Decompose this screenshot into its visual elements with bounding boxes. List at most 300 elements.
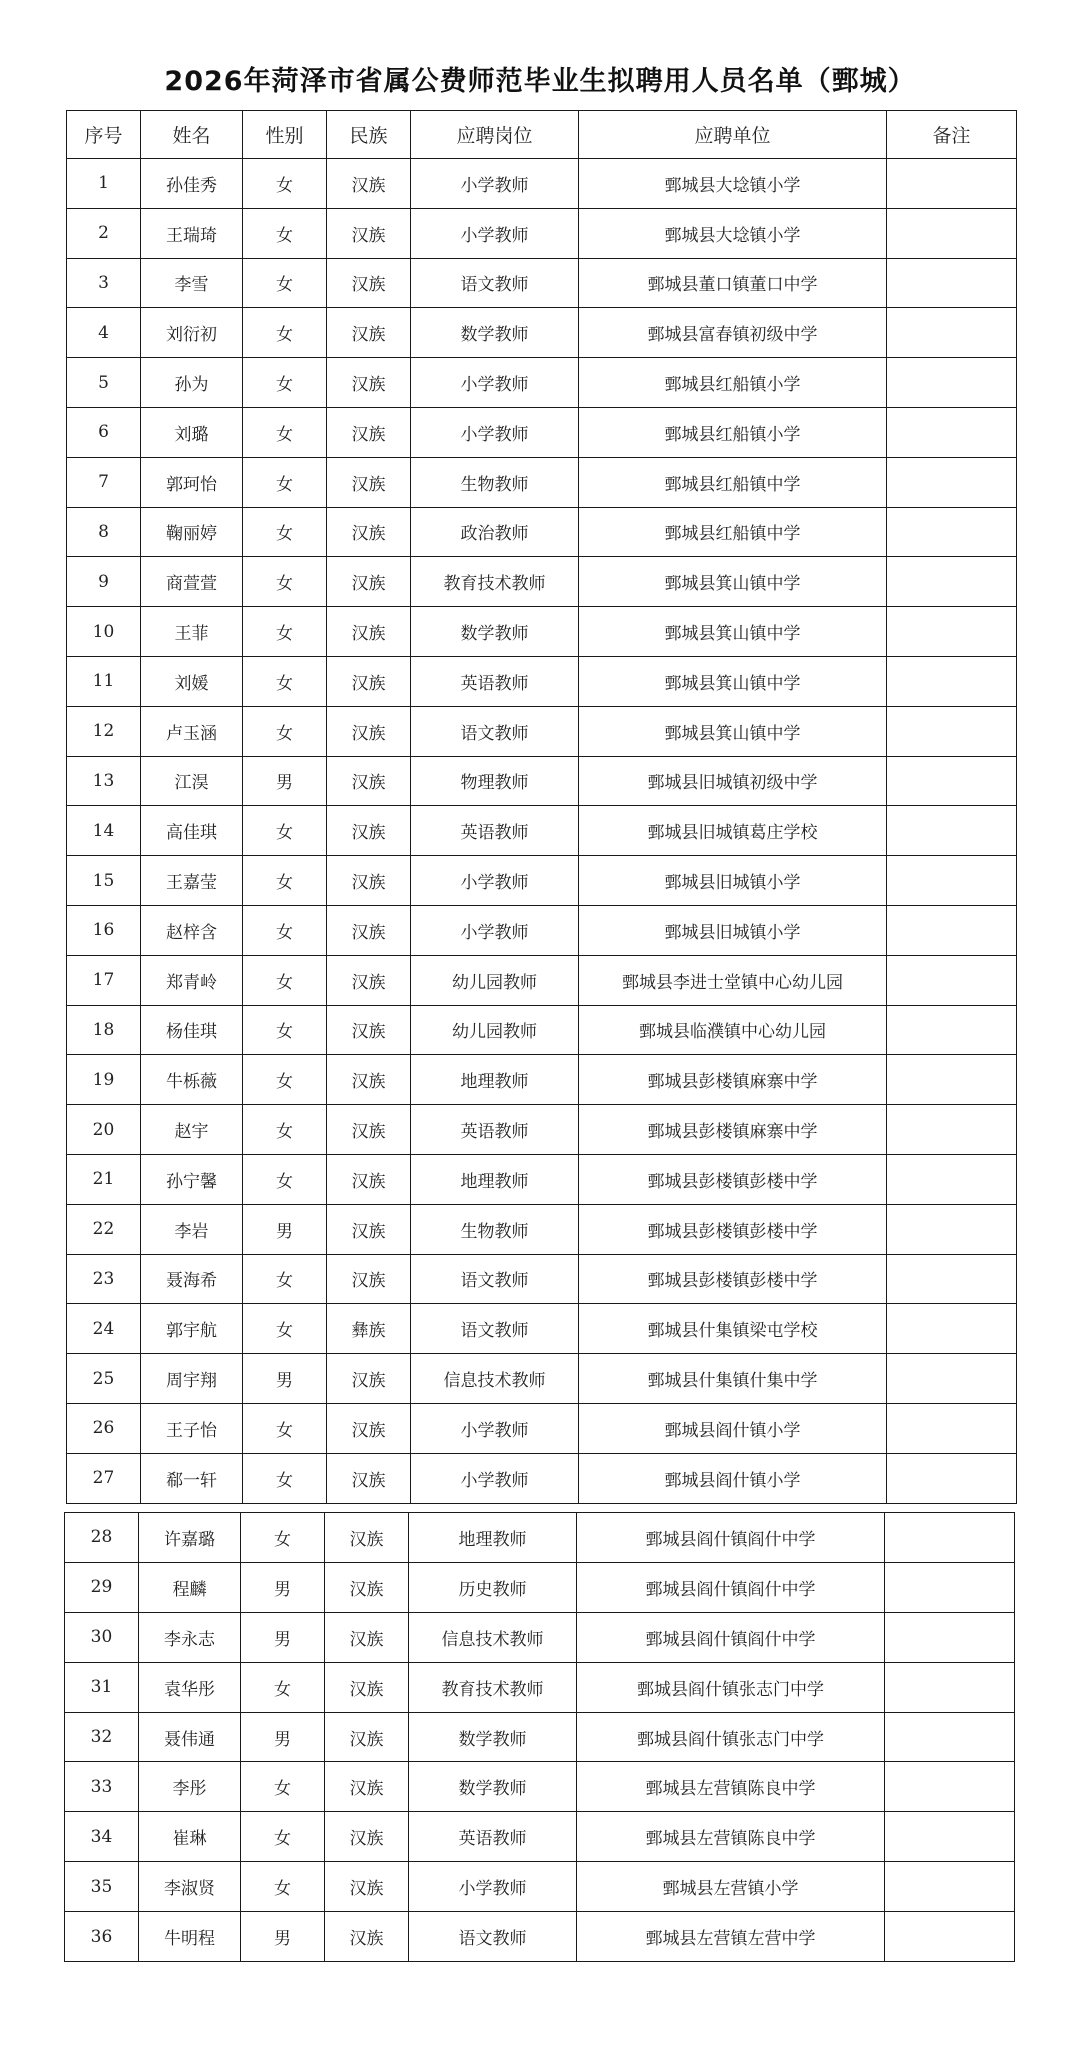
cell-remarks xyxy=(887,159,1017,209)
cell-seq: 23 xyxy=(67,1254,141,1304)
cell-ethnicity: 汉族 xyxy=(327,607,411,657)
cell-gender: 女 xyxy=(243,159,327,209)
cell-seq: 27 xyxy=(67,1453,141,1503)
cell-name: 李彤 xyxy=(139,1762,241,1812)
cell-ethnicity: 汉族 xyxy=(325,1912,409,1962)
table-row xyxy=(67,258,1017,308)
table-row xyxy=(67,1005,1017,1055)
cell-remarks xyxy=(887,1403,1017,1453)
cell-position: 小学教师 xyxy=(411,856,579,906)
cell-position: 小学教师 xyxy=(409,1862,577,1912)
header-seq: 序号 xyxy=(67,111,141,159)
cell-remarks xyxy=(887,258,1017,308)
cell-ethnicity: 汉族 xyxy=(325,1612,409,1662)
cell-name: 赵梓含 xyxy=(141,905,243,955)
table-row xyxy=(65,1862,1015,1912)
cell-seq: 1 xyxy=(67,159,141,209)
cell-gender: 男 xyxy=(243,1204,327,1254)
cell-ethnicity: 汉族 xyxy=(325,1812,409,1862)
cell-unit: 鄄城县红船镇中学 xyxy=(579,507,887,557)
cell-name: 周宇翔 xyxy=(141,1354,243,1404)
cell-name: 刘媛 xyxy=(141,656,243,706)
table-row xyxy=(67,1354,1017,1404)
cell-seq: 8 xyxy=(67,507,141,557)
cell-unit: 鄄城县彭楼镇麻寨中学 xyxy=(579,1105,887,1155)
cell-name: 李永志 xyxy=(139,1612,241,1662)
cell-unit: 鄄城县左营镇陈良中学 xyxy=(577,1812,885,1862)
cell-gender: 女 xyxy=(243,557,327,607)
cell-ethnicity: 汉族 xyxy=(327,955,411,1005)
cell-seq: 17 xyxy=(67,955,141,1005)
cell-unit: 鄄城县箕山镇中学 xyxy=(579,706,887,756)
cell-name: 鞠丽婷 xyxy=(141,507,243,557)
table-row xyxy=(67,656,1017,706)
cell-position: 地理教师 xyxy=(411,1154,579,1204)
cell-name: 王嘉莹 xyxy=(141,856,243,906)
cell-position: 小学教师 xyxy=(411,1403,579,1453)
cell-position: 英语教师 xyxy=(411,1105,579,1155)
cell-name: 王瑞琦 xyxy=(141,208,243,258)
cell-position: 幼儿园教师 xyxy=(411,955,579,1005)
table-row xyxy=(67,905,1017,955)
cell-ethnicity: 汉族 xyxy=(327,1154,411,1204)
cell-name: 郭珂怡 xyxy=(141,457,243,507)
cell-gender: 女 xyxy=(241,1662,325,1712)
cell-seq: 18 xyxy=(67,1005,141,1055)
cell-ethnicity: 汉族 xyxy=(327,856,411,906)
cell-name: 郑青岭 xyxy=(141,955,243,1005)
cell-unit: 鄄城县阎什镇小学 xyxy=(579,1403,887,1453)
cell-remarks xyxy=(887,706,1017,756)
cell-remarks xyxy=(887,457,1017,507)
cell-ethnicity: 汉族 xyxy=(327,905,411,955)
cell-position: 语文教师 xyxy=(411,1254,579,1304)
cell-gender: 女 xyxy=(243,507,327,557)
cell-seq: 31 xyxy=(65,1662,139,1712)
header-ethnicity: 民族 xyxy=(327,111,411,159)
cell-name: 崔琳 xyxy=(139,1812,241,1862)
cell-unit: 鄄城县箕山镇中学 xyxy=(579,607,887,657)
cell-unit: 鄄城县彭楼镇麻寨中学 xyxy=(579,1055,887,1105)
personnel-table-continued xyxy=(64,1512,1015,1962)
cell-unit: 鄄城县左营镇陈良中学 xyxy=(577,1762,885,1812)
cell-gender: 女 xyxy=(243,955,327,1005)
cell-gender: 男 xyxy=(243,756,327,806)
cell-remarks xyxy=(887,856,1017,906)
cell-name: 牛明程 xyxy=(139,1912,241,1962)
cell-unit: 鄄城县红船镇中学 xyxy=(579,457,887,507)
cell-seq: 35 xyxy=(65,1862,139,1912)
cell-seq: 21 xyxy=(67,1154,141,1204)
cell-ethnicity: 汉族 xyxy=(327,208,411,258)
cell-name: 商萱萱 xyxy=(141,557,243,607)
cell-position: 信息技术教师 xyxy=(409,1612,577,1662)
table-row xyxy=(65,1562,1015,1612)
cell-gender: 男 xyxy=(243,1354,327,1404)
table-row xyxy=(67,1055,1017,1105)
cell-unit: 鄄城县临濮镇中心幼儿园 xyxy=(579,1005,887,1055)
cell-ethnicity: 汉族 xyxy=(327,756,411,806)
table-row xyxy=(65,1812,1015,1862)
cell-gender: 女 xyxy=(243,1453,327,1503)
cell-remarks xyxy=(887,1055,1017,1105)
cell-remarks xyxy=(887,756,1017,806)
cell-name: 杨佳琪 xyxy=(141,1005,243,1055)
cell-remarks xyxy=(885,1662,1015,1712)
cell-name: 程麟 xyxy=(139,1562,241,1612)
cell-name: 江淏 xyxy=(141,756,243,806)
cell-gender: 女 xyxy=(241,1812,325,1862)
cell-position: 数学教师 xyxy=(409,1712,577,1762)
cell-ethnicity: 汉族 xyxy=(327,1055,411,1105)
cell-gender: 男 xyxy=(241,1912,325,1962)
table-row xyxy=(67,1403,1017,1453)
cell-seq: 33 xyxy=(65,1762,139,1812)
cell-gender: 女 xyxy=(243,656,327,706)
cell-seq: 29 xyxy=(65,1562,139,1612)
table-row xyxy=(65,1712,1015,1762)
cell-remarks xyxy=(887,1354,1017,1404)
cell-gender: 女 xyxy=(241,1513,325,1563)
cell-seq: 30 xyxy=(65,1612,139,1662)
cell-position: 小学教师 xyxy=(411,358,579,408)
cell-ethnicity: 汉族 xyxy=(327,1354,411,1404)
cell-position: 数学教师 xyxy=(411,308,579,358)
cell-position: 英语教师 xyxy=(411,656,579,706)
cell-gender: 女 xyxy=(243,1254,327,1304)
cell-seq: 20 xyxy=(67,1105,141,1155)
cell-unit: 鄄城县什集镇什集中学 xyxy=(579,1354,887,1404)
cell-unit: 鄄城县彭楼镇彭楼中学 xyxy=(579,1154,887,1204)
cell-remarks xyxy=(885,1562,1015,1612)
cell-name: 牛栎薇 xyxy=(141,1055,243,1105)
cell-position: 幼儿园教师 xyxy=(411,1005,579,1055)
header-remarks: 备注 xyxy=(887,111,1017,159)
cell-gender: 女 xyxy=(241,1762,325,1812)
cell-seq: 2 xyxy=(67,208,141,258)
cell-seq: 6 xyxy=(67,407,141,457)
header-gender: 性别 xyxy=(243,111,327,159)
cell-name: 郭宇航 xyxy=(141,1304,243,1354)
table-row xyxy=(65,1612,1015,1662)
table-row xyxy=(67,457,1017,507)
cell-unit: 鄄城县旧城镇初级中学 xyxy=(579,756,887,806)
page-title: 2026年菏泽市省属公费师范毕业生拟聘用人员名单（鄄城） xyxy=(164,66,916,97)
cell-remarks xyxy=(885,1812,1015,1862)
cell-remarks xyxy=(887,557,1017,607)
table-row xyxy=(67,308,1017,358)
cell-ethnicity: 汉族 xyxy=(327,557,411,607)
cell-seq: 24 xyxy=(67,1304,141,1354)
cell-ethnicity: 汉族 xyxy=(327,1105,411,1155)
cell-position: 英语教师 xyxy=(411,806,579,856)
table-row xyxy=(67,706,1017,756)
cell-unit: 鄄城县富春镇初级中学 xyxy=(579,308,887,358)
table-row xyxy=(67,208,1017,258)
cell-unit: 鄄城县阎什镇阎什中学 xyxy=(577,1562,885,1612)
cell-ethnicity: 汉族 xyxy=(325,1562,409,1612)
cell-name: 孙宁馨 xyxy=(141,1154,243,1204)
cell-remarks xyxy=(887,1304,1017,1354)
cell-seq: 34 xyxy=(65,1812,139,1862)
cell-gender: 女 xyxy=(243,1055,327,1105)
cell-position: 政治教师 xyxy=(411,507,579,557)
cell-gender: 女 xyxy=(243,258,327,308)
cell-ethnicity: 汉族 xyxy=(327,407,411,457)
cell-unit: 鄄城县箕山镇中学 xyxy=(579,557,887,607)
cell-position: 物理教师 xyxy=(411,756,579,806)
cell-remarks xyxy=(885,1912,1015,1962)
cell-ethnicity: 汉族 xyxy=(325,1862,409,1912)
cell-unit: 鄄城县箕山镇中学 xyxy=(579,656,887,706)
cell-remarks xyxy=(887,1204,1017,1254)
table-body-top xyxy=(67,159,1017,1504)
cell-position: 数学教师 xyxy=(411,607,579,657)
cell-position: 教育技术教师 xyxy=(409,1662,577,1712)
cell-seq: 11 xyxy=(67,656,141,706)
cell-unit: 鄄城县大埝镇小学 xyxy=(579,159,887,209)
cell-gender: 女 xyxy=(243,358,327,408)
cell-unit: 鄄城县旧城镇葛庄学校 xyxy=(579,806,887,856)
table-row xyxy=(67,407,1017,457)
cell-ethnicity: 汉族 xyxy=(327,1204,411,1254)
table-header-row xyxy=(67,111,1017,159)
cell-unit: 鄄城县旧城镇小学 xyxy=(579,856,887,906)
cell-gender: 男 xyxy=(241,1712,325,1762)
cell-unit: 鄄城县左营镇小学 xyxy=(577,1862,885,1912)
cell-remarks xyxy=(885,1712,1015,1762)
cell-ethnicity: 汉族 xyxy=(327,1254,411,1304)
cell-position: 教育技术教师 xyxy=(411,557,579,607)
cell-gender: 女 xyxy=(243,407,327,457)
cell-name: 郗一轩 xyxy=(141,1453,243,1503)
table-row xyxy=(67,159,1017,209)
cell-seq: 28 xyxy=(65,1513,139,1563)
cell-position: 小学教师 xyxy=(411,407,579,457)
cell-seq: 25 xyxy=(67,1354,141,1404)
cell-ethnicity: 汉族 xyxy=(327,159,411,209)
cell-seq: 36 xyxy=(65,1912,139,1962)
cell-remarks xyxy=(885,1762,1015,1812)
table-row xyxy=(67,1254,1017,1304)
cell-name: 李岩 xyxy=(141,1204,243,1254)
cell-unit: 鄄城县红船镇小学 xyxy=(579,407,887,457)
cell-remarks xyxy=(887,905,1017,955)
table-row xyxy=(67,806,1017,856)
cell-unit: 鄄城县李进士堂镇中心幼儿园 xyxy=(579,955,887,1005)
cell-gender: 女 xyxy=(243,607,327,657)
cell-seq: 4 xyxy=(67,308,141,358)
cell-remarks xyxy=(887,656,1017,706)
table-row xyxy=(67,756,1017,806)
cell-gender: 女 xyxy=(243,1105,327,1155)
header-name: 姓名 xyxy=(141,111,243,159)
table-row xyxy=(65,1762,1015,1812)
cell-seq: 12 xyxy=(67,706,141,756)
cell-gender: 女 xyxy=(243,1005,327,1055)
cell-seq: 15 xyxy=(67,856,141,906)
cell-position: 数学教师 xyxy=(409,1762,577,1812)
cell-position: 小学教师 xyxy=(411,905,579,955)
cell-remarks xyxy=(885,1862,1015,1912)
cell-name: 刘衍初 xyxy=(141,308,243,358)
cell-ethnicity: 汉族 xyxy=(327,706,411,756)
cell-gender: 女 xyxy=(243,208,327,258)
cell-unit: 鄄城县旧城镇小学 xyxy=(579,905,887,955)
cell-remarks xyxy=(887,407,1017,457)
table-row xyxy=(67,557,1017,607)
cell-unit: 鄄城县阎什镇阎什中学 xyxy=(577,1612,885,1662)
cell-position: 英语教师 xyxy=(409,1812,577,1862)
cell-position: 信息技术教师 xyxy=(411,1354,579,1404)
cell-position: 语文教师 xyxy=(411,1304,579,1354)
cell-ethnicity: 汉族 xyxy=(327,308,411,358)
cell-position: 地理教师 xyxy=(411,1055,579,1105)
table-row xyxy=(67,1105,1017,1155)
table-row xyxy=(65,1912,1015,1962)
cell-unit: 鄄城县彭楼镇彭楼中学 xyxy=(579,1204,887,1254)
header-position: 应聘岗位 xyxy=(411,111,579,159)
cell-position: 历史教师 xyxy=(409,1562,577,1612)
table-row xyxy=(65,1513,1015,1563)
cell-unit: 鄄城县阎什镇小学 xyxy=(579,1453,887,1503)
cell-position: 语文教师 xyxy=(411,258,579,308)
cell-unit: 鄄城县红船镇小学 xyxy=(579,358,887,408)
cell-ethnicity: 汉族 xyxy=(327,507,411,557)
cell-name: 李淑贤 xyxy=(139,1862,241,1912)
cell-unit: 鄄城县左营镇左营中学 xyxy=(577,1912,885,1962)
cell-remarks xyxy=(887,1154,1017,1204)
personnel-table xyxy=(66,110,1017,1504)
cell-ethnicity: 汉族 xyxy=(325,1712,409,1762)
cell-remarks xyxy=(887,358,1017,408)
cell-gender: 女 xyxy=(243,1154,327,1204)
cell-remarks xyxy=(887,955,1017,1005)
cell-name: 高佳琪 xyxy=(141,806,243,856)
cell-name: 王菲 xyxy=(141,607,243,657)
cell-name: 赵宇 xyxy=(141,1105,243,1155)
cell-gender: 女 xyxy=(243,308,327,358)
cell-remarks xyxy=(887,1005,1017,1055)
cell-unit: 鄄城县什集镇梁屯学校 xyxy=(579,1304,887,1354)
cell-seq: 13 xyxy=(67,756,141,806)
cell-unit: 鄄城县大埝镇小学 xyxy=(579,208,887,258)
cell-remarks xyxy=(887,507,1017,557)
cell-position: 语文教师 xyxy=(409,1912,577,1962)
table-row xyxy=(67,358,1017,408)
cell-position: 地理教师 xyxy=(409,1513,577,1563)
cell-name: 聂海希 xyxy=(141,1254,243,1304)
cell-ethnicity: 汉族 xyxy=(327,806,411,856)
table-row xyxy=(67,1453,1017,1503)
cell-ethnicity: 汉族 xyxy=(325,1662,409,1712)
cell-name: 刘璐 xyxy=(141,407,243,457)
cell-ethnicity: 汉族 xyxy=(327,457,411,507)
cell-ethnicity: 汉族 xyxy=(327,1453,411,1503)
cell-position: 小学教师 xyxy=(411,159,579,209)
cell-position: 生物教师 xyxy=(411,457,579,507)
cell-gender: 女 xyxy=(243,706,327,756)
cell-unit: 鄄城县阎什镇张志门中学 xyxy=(577,1712,885,1762)
table-row xyxy=(67,1204,1017,1254)
table-row xyxy=(67,1304,1017,1354)
cell-ethnicity: 汉族 xyxy=(327,656,411,706)
cell-name: 袁华彤 xyxy=(139,1662,241,1712)
cell-remarks xyxy=(885,1612,1015,1662)
cell-gender: 女 xyxy=(243,457,327,507)
cell-seq: 14 xyxy=(67,806,141,856)
cell-name: 王子怡 xyxy=(141,1403,243,1453)
cell-ethnicity: 汉族 xyxy=(327,1005,411,1055)
cell-remarks xyxy=(887,308,1017,358)
cell-seq: 5 xyxy=(67,358,141,408)
cell-remarks xyxy=(885,1513,1015,1563)
cell-name: 聂伟通 xyxy=(139,1712,241,1762)
cell-unit: 鄄城县阎什镇阎什中学 xyxy=(577,1513,885,1563)
cell-unit: 鄄城县董口镇董口中学 xyxy=(579,258,887,308)
cell-position: 生物教师 xyxy=(411,1204,579,1254)
cell-name: 许嘉璐 xyxy=(139,1513,241,1563)
cell-ethnicity: 彝族 xyxy=(327,1304,411,1354)
table-row xyxy=(67,1154,1017,1204)
cell-gender: 女 xyxy=(243,905,327,955)
cell-gender: 女 xyxy=(243,856,327,906)
cell-seq: 10 xyxy=(67,607,141,657)
table-row xyxy=(67,955,1017,1005)
cell-name: 孙为 xyxy=(141,358,243,408)
cell-seq: 26 xyxy=(67,1403,141,1453)
cell-ethnicity: 汉族 xyxy=(327,1403,411,1453)
cell-name: 孙佳秀 xyxy=(141,159,243,209)
cell-seq: 3 xyxy=(67,258,141,308)
cell-remarks xyxy=(887,1453,1017,1503)
cell-gender: 男 xyxy=(241,1612,325,1662)
cell-seq: 32 xyxy=(65,1712,139,1762)
cell-remarks xyxy=(887,208,1017,258)
cell-unit: 鄄城县阎什镇张志门中学 xyxy=(577,1662,885,1712)
cell-seq: 19 xyxy=(67,1055,141,1105)
cell-remarks xyxy=(887,806,1017,856)
header-unit: 应聘单位 xyxy=(579,111,887,159)
cell-name: 卢玉涵 xyxy=(141,706,243,756)
cell-position: 小学教师 xyxy=(411,1453,579,1503)
cell-seq: 22 xyxy=(67,1204,141,1254)
cell-ethnicity: 汉族 xyxy=(327,358,411,408)
cell-position: 小学教师 xyxy=(411,208,579,258)
cell-gender: 女 xyxy=(241,1862,325,1912)
cell-unit: 鄄城县彭楼镇彭楼中学 xyxy=(579,1254,887,1304)
cell-seq: 7 xyxy=(67,457,141,507)
cell-ethnicity: 汉族 xyxy=(325,1513,409,1563)
cell-remarks xyxy=(887,607,1017,657)
cell-remarks xyxy=(887,1105,1017,1155)
cell-seq: 16 xyxy=(67,905,141,955)
cell-remarks xyxy=(887,1254,1017,1304)
cell-seq: 9 xyxy=(67,557,141,607)
cell-gender: 男 xyxy=(241,1562,325,1612)
table-row xyxy=(67,507,1017,557)
cell-gender: 女 xyxy=(243,1403,327,1453)
cell-gender: 女 xyxy=(243,806,327,856)
table-row xyxy=(67,856,1017,906)
cell-gender: 女 xyxy=(243,1304,327,1354)
table-row xyxy=(67,607,1017,657)
cell-position: 语文教师 xyxy=(411,706,579,756)
table-body-bottom xyxy=(65,1513,1015,1962)
cell-name: 李雪 xyxy=(141,258,243,308)
cell-ethnicity: 汉族 xyxy=(325,1762,409,1812)
table-row xyxy=(65,1662,1015,1712)
